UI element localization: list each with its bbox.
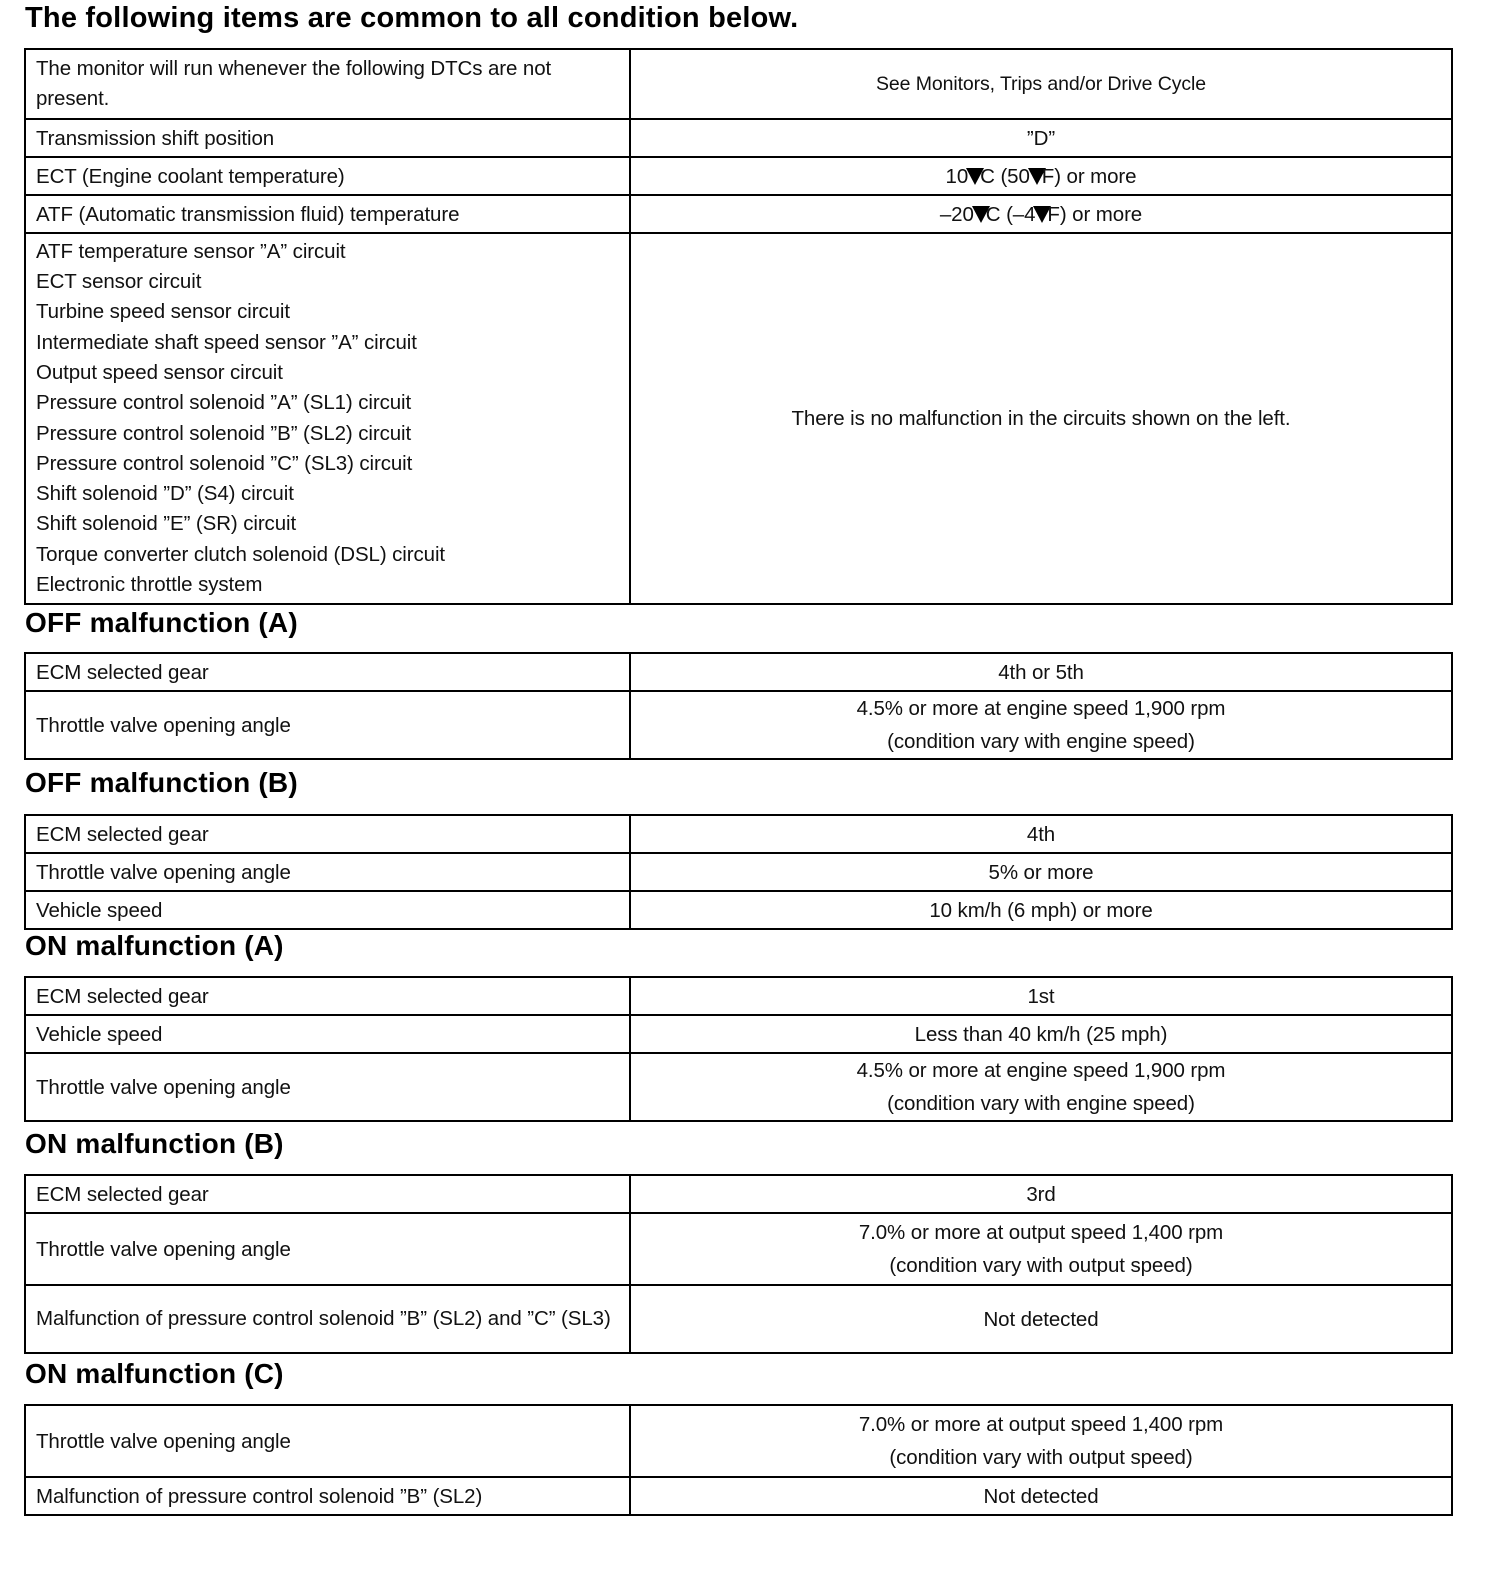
section-heading-on-c: ON malfunction (C) [25,1358,284,1389]
table-row [25,977,1452,1015]
row-value [630,195,1452,233]
table-row [25,119,1452,157]
table-row [25,1175,1452,1213]
table-row [25,233,1452,604]
row-label: Throttle valve opening angle [25,1053,630,1121]
row-value: Less than 40 km/h (25 mph) [630,1015,1452,1053]
row-value: 1st [630,977,1452,1015]
list-item: Pressure control solenoid ”B” (SL2) circuit [36,421,412,445]
table-row [25,1285,1452,1353]
row-value: See Monitors, Trips and/or Drive Cycle [630,49,1452,119]
row-value: There is no malfunction in the circuits shown on the left. [630,233,1452,604]
list-item: Intermediate shaft speed sensor ”A” circuit [36,330,417,354]
page-title: The following items are common to all condition below. [25,2,799,34]
value-line: (condition vary with engine speed) [887,1092,1195,1115]
list-item: Output speed sensor circuit [36,360,283,384]
list-item: Shift solenoid ”D” (S4) circuit [36,482,294,506]
value-line: (condition vary with output speed) [889,1254,1193,1277]
row-value: 5% or more [630,853,1452,891]
value-part: –20 [939,202,974,226]
table-row [25,1405,1452,1477]
row-value: 10 km/h (6 mph) or more [630,891,1452,929]
row-value: Not detected [630,1477,1452,1515]
circuit-list [25,233,630,604]
row-value [630,157,1452,195]
list-item: Electronic throttle system [36,572,263,596]
value-part: 10 [945,164,969,188]
list-item: Torque converter clutch solenoid (DSL) circuit [36,542,445,566]
value-line: 4.5% or more at engine speed 1,900 rpm [856,1059,1226,1082]
section-heading-on-a: ON malfunction (A) [25,930,284,961]
row-label: Vehicle speed [25,891,630,929]
table-row [25,891,1452,929]
section-heading-on-b: ON malfunction (B) [25,1128,284,1159]
row-label: ECM selected gear [25,815,630,853]
table-row [25,49,1452,119]
row-value [630,691,1452,759]
off-a-table [24,652,1453,760]
value-part: C (–4 [985,202,1036,226]
table-row [25,691,1452,759]
row-label: ECM selected gear [25,977,630,1015]
value-line: (condition vary with output speed) [889,1446,1193,1469]
row-label: The monitor will run whenever the following DTCs are not present. [25,49,630,119]
section-heading-off-b: OFF malfunction (B) [25,767,298,798]
row-value [630,1405,1452,1477]
row-label: ECT (Engine coolant temperature) [25,157,630,195]
row-value [630,1053,1452,1121]
value-line: 7.0% or more at output speed 1,400 rpm [858,1413,1224,1436]
value-line: 7.0% or more at output speed 1,400 rpm [858,1221,1224,1244]
table-row [25,653,1452,691]
list-item: Pressure control solenoid ”C” (SL3) circuit [36,451,413,475]
common-conditions-table [24,48,1453,605]
row-label: Malfunction of pressure control solenoid ”B” (SL2) and ”C” (SL3) [25,1285,630,1353]
list-item: Shift solenoid ”E” (SR) circuit [36,512,297,536]
off-b-table [24,814,1453,930]
row-label: Transmission shift position [25,119,630,157]
table-row [25,157,1452,195]
row-value: 4th or 5th [630,653,1452,691]
row-label: ECM selected gear [25,1175,630,1213]
section-heading-off-a: OFF malfunction (A) [25,607,298,638]
row-label: ATF (Automatic transmission fluid) temperature [25,195,630,233]
list-item: ATF temperature sensor ”A” circuit [36,239,346,263]
row-value: 3rd [630,1175,1452,1213]
table-row [25,815,1452,853]
value-line: (condition vary with engine speed) [887,730,1195,753]
row-label: ECM selected gear [25,653,630,691]
row-value: 4th [630,815,1452,853]
row-label: Throttle valve opening angle [25,691,630,759]
on-b-table [24,1174,1453,1354]
table-row [25,195,1452,233]
list-item: Turbine speed sensor circuit [36,300,290,324]
table-row [25,1477,1452,1515]
list-item: ECT sensor circuit [36,270,202,294]
table-row [25,1053,1452,1121]
row-value: ”D” [630,119,1452,157]
row-label: Throttle valve opening angle [25,1405,630,1477]
value-part: F) or more [1047,202,1143,226]
on-c-table [24,1404,1453,1516]
value-part: C (50 [980,164,1030,188]
row-label: Throttle valve opening angle [25,1213,630,1285]
table-row [25,853,1452,891]
row-label: Malfunction of pressure control solenoid ”B” (SL2) [25,1477,630,1515]
on-a-table [24,976,1453,1122]
row-value [630,1213,1452,1285]
table-row [25,1015,1452,1053]
value-line: 4.5% or more at engine speed 1,900 rpm [856,697,1226,720]
value-part: F) or more [1041,164,1137,188]
table-row [25,1213,1452,1285]
row-label: Vehicle speed [25,1015,630,1053]
list-item: Pressure control solenoid ”A” (SL1) circuit [36,391,412,415]
row-value: Not detected [630,1285,1452,1353]
row-label: Throttle valve opening angle [25,853,630,891]
